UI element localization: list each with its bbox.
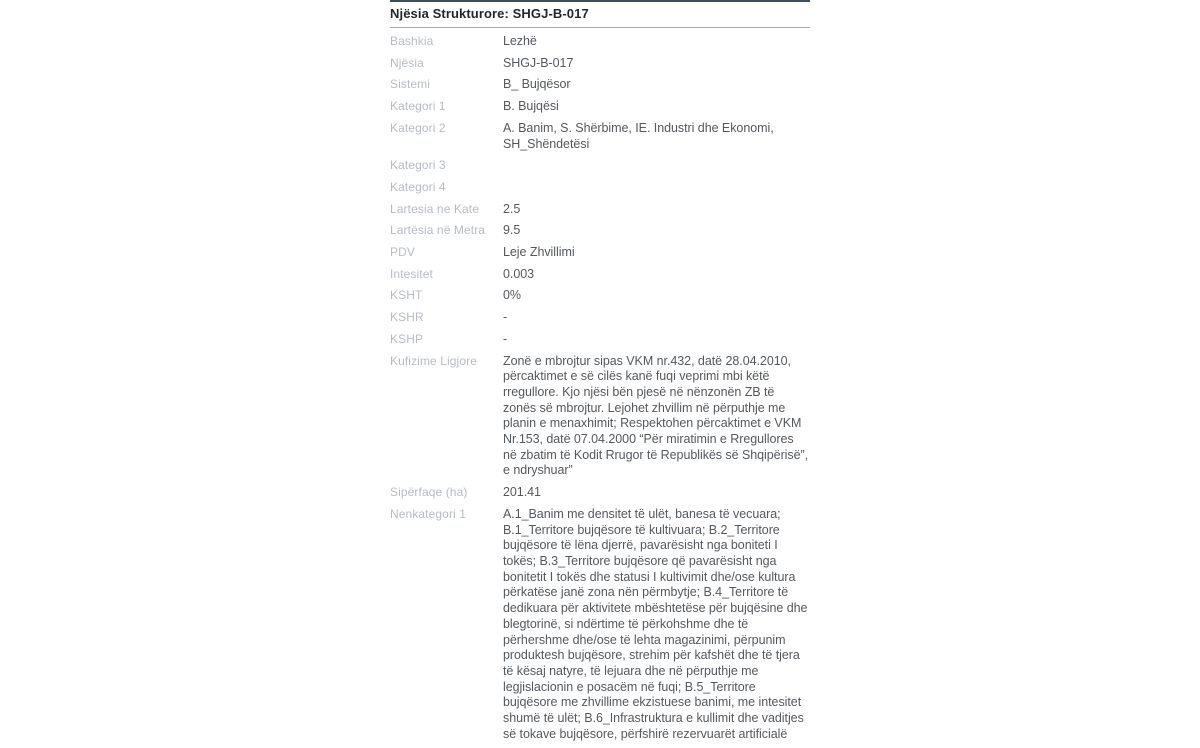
details-rows bbox=[390, 28, 810, 742]
field-label: Kategori 4 bbox=[390, 179, 446, 194]
field-value: - bbox=[503, 331, 508, 346]
detail-row bbox=[390, 485, 810, 501]
field-value: SHGJ-B-017 bbox=[503, 55, 574, 70]
page-title: Njësia Strukturore: SHGJ-B-017 bbox=[390, 6, 589, 21]
detail-row bbox=[390, 354, 810, 480]
detail-row bbox=[390, 245, 810, 261]
field-value: 0.003 bbox=[503, 266, 535, 281]
field-label: Sistemi bbox=[390, 77, 431, 92]
field-label: Bashkia bbox=[390, 34, 434, 48]
detail-row bbox=[390, 507, 810, 743]
field-label: Kategori 2 bbox=[390, 120, 446, 135]
field-label: KSHP bbox=[390, 331, 424, 346]
detail-row bbox=[390, 288, 810, 304]
field-value: - bbox=[503, 310, 508, 325]
field-value: Leje Zhvillimi bbox=[503, 245, 575, 260]
field-value: 2.5 bbox=[503, 201, 521, 216]
field-label: Lartesia ne Kate bbox=[390, 201, 479, 216]
detail-row bbox=[390, 267, 810, 283]
detail-row bbox=[390, 99, 810, 115]
field-label: Sipërfaqe (ha) bbox=[390, 485, 468, 500]
field-label: Lartësia në Metra bbox=[390, 223, 486, 238]
detail-row bbox=[390, 202, 810, 218]
detail-row bbox=[390, 77, 810, 93]
detail-row bbox=[390, 180, 810, 196]
field-label: Intesitet bbox=[390, 266, 433, 281]
detail-row bbox=[390, 310, 810, 326]
field-label: KSHR bbox=[390, 310, 424, 325]
detail-row bbox=[390, 121, 810, 152]
field-label: Kategori 3 bbox=[390, 158, 446, 173]
detail-row bbox=[390, 223, 810, 239]
field-label: Nenkategori 1 bbox=[390, 506, 467, 521]
detail-row bbox=[390, 56, 810, 72]
field-value: B. Bujqësi bbox=[503, 99, 559, 114]
field-value: Lezhë bbox=[503, 34, 537, 48]
detail-row bbox=[390, 34, 810, 50]
field-value: 0% bbox=[503, 288, 521, 303]
field-value: 9.5 bbox=[503, 223, 521, 238]
detail-row bbox=[390, 158, 810, 174]
field-value: Zonë e mbrojtur sipas VKM nr.432, datë 28.04.2010, përcaktimet e së cilës kanë fuqi veprimi mbi këtë rregullore. Kjo njësi bën pjesë në nënzonën ZB të zonës së mbrojtur. Lejohet zhvillim në përputhje me planin e menaxhimit; Respektohen përcaktimet e VKM Nr.153, datë 07.04.2000 “Për miratimin e Rregullores në zbatim të Kodit Rrugor të Republikës së Shqipërisë”, e ndryshuar” bbox=[503, 353, 809, 478]
field-value: 201.41 bbox=[503, 485, 541, 500]
field-value bbox=[503, 180, 810, 196]
panel-header bbox=[390, 0, 810, 28]
field-label: Kufizime Ligjore bbox=[390, 353, 477, 368]
field-value: A. Banim, S. Shërbime, IE. Industri dhe Ekonomi, SH_Shëndetësi bbox=[503, 120, 774, 151]
field-label: Njësia bbox=[390, 55, 424, 70]
detail-row bbox=[390, 332, 810, 348]
field-label: KSHT bbox=[390, 288, 423, 303]
field-label: PDV bbox=[390, 245, 415, 260]
detail-panel bbox=[390, 0, 810, 748]
field-label: Kategori 1 bbox=[390, 99, 446, 114]
field-value bbox=[503, 158, 810, 174]
field-value: B_ Bujqësor bbox=[503, 77, 571, 92]
field-value: A.1_Banim me densitet të ulët, banesa të vecuara; B.1_Territore bujqësore të kultivuara; B.2_Territore bujqësore të lëna djerrë, pavarësisht nga boniteti I tokës; B.3_Territore bujqësore që pavarësisht nga bonitetit I tokës dhe statusi I kultivimit dhe/ose kultura përkatëse janë zona nën përmbytje; B.4_Territore të dedikuara për aktivitete mbështetëse për bujqësine dhe blegtorinë, si ndërtime të përkohshme dhe të përhershme dhe/ose të lehta magazinimi, përpunim produktesh bujqësore, strehim për kafshët dhe të tjera të kësaj natyre, të lejuara dhe në përputhje me legjislacionin e posacëm në fuqi; B.5_Territore bujqësore me zhvillime ekzistuese banimi, me intesitet shumë të ulët; B.6_Infrastruktura e kullimit dhe vaditjes së tokave bujqësore, përfshirë rezervuarët artificialë bbox=[503, 506, 808, 741]
